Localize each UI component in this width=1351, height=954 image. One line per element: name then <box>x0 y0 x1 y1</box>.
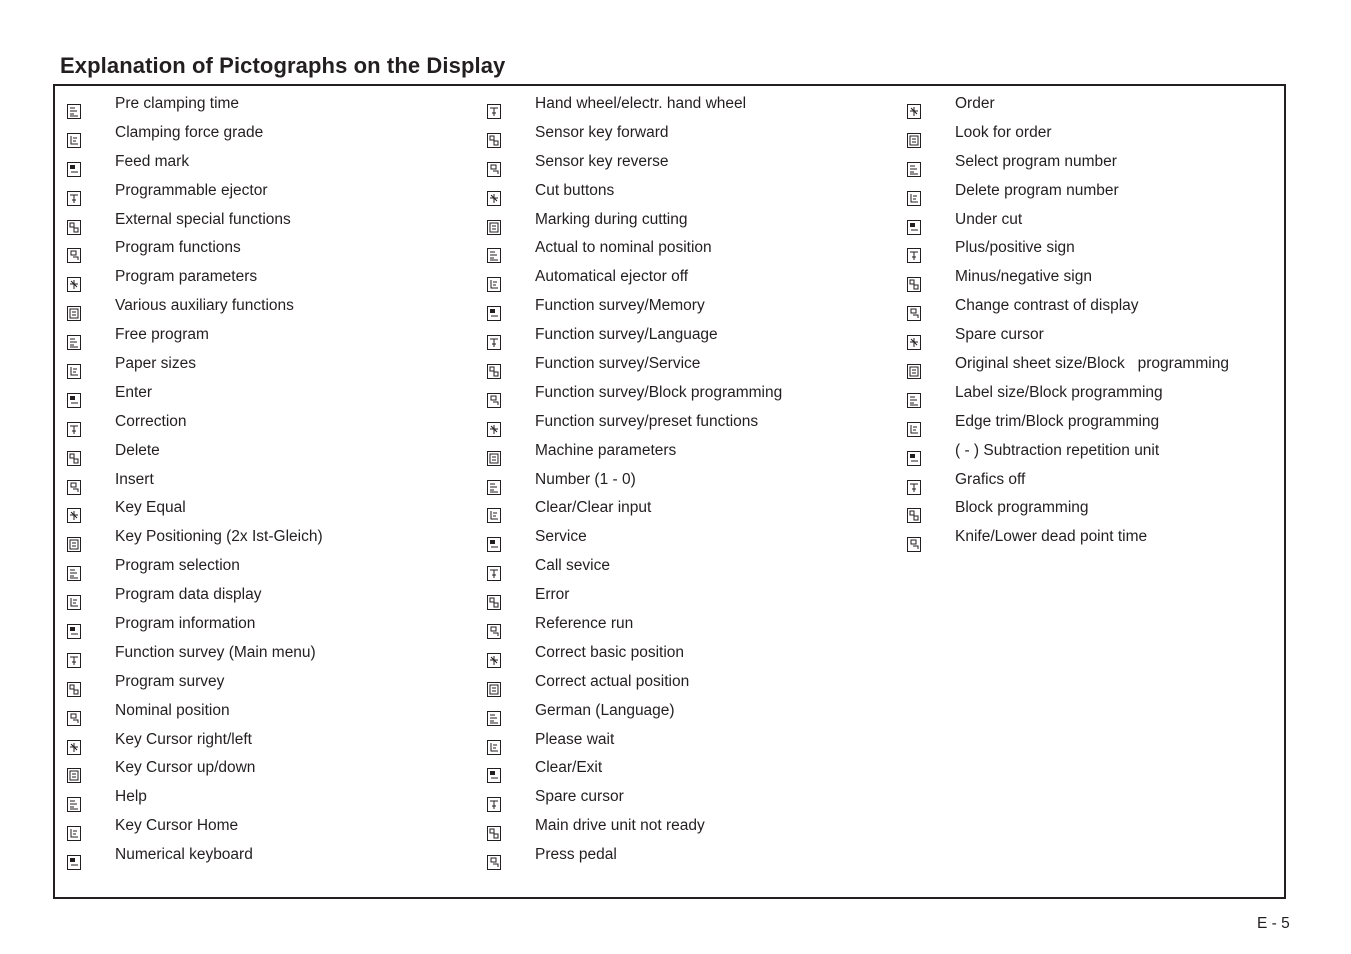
pictograph-label: Select program number <box>955 152 1117 170</box>
clamping-force-grade-icon <box>67 133 81 148</box>
pictograph-label: Enter <box>115 383 153 401</box>
pictograph-row <box>907 354 1229 383</box>
subtraction-repetition-unit-icon <box>907 451 921 466</box>
program-survey-icon <box>67 682 81 697</box>
pictograph-row <box>487 730 615 759</box>
pictograph-label: Order <box>955 95 995 112</box>
pictograph-row <box>487 181 615 210</box>
pictograph-row <box>907 267 1092 296</box>
pictograph-row <box>907 238 1075 267</box>
grafics-off-icon <box>907 480 921 495</box>
pictograph-label: Correct actual position <box>535 672 690 690</box>
plus-sign-icon <box>907 248 921 263</box>
pictograph-row <box>487 816 705 845</box>
pictograph-row <box>487 845 617 874</box>
pictograph-row <box>67 585 262 614</box>
label-size-icon <box>907 393 921 408</box>
pictograph-label: Function survey (Main menu) <box>115 643 316 661</box>
press-pedal-icon <box>487 855 501 870</box>
pictograph-row <box>907 296 1139 325</box>
pictograph-row <box>67 730 252 759</box>
program-functions-icon <box>67 248 81 263</box>
pictograph-label: Machine parameters <box>535 441 677 459</box>
pictograph-label: External special functions <box>115 210 291 228</box>
pictograph-label: Hand wheel/electr. hand wheel <box>535 95 747 112</box>
delete-program-number-icon <box>907 191 921 206</box>
pictograph-row <box>67 643 316 672</box>
nominal-position-icon <box>67 711 81 726</box>
pictograph-label: Insert <box>115 470 154 488</box>
pictograph-label: Cut buttons <box>535 181 615 199</box>
various-auxiliary-functions-icon <box>67 306 81 321</box>
pictograph-row <box>67 325 209 354</box>
pictograph-column-2 <box>487 94 783 874</box>
pictograph-row <box>67 238 241 267</box>
pictograph-row <box>487 383 783 412</box>
function-survey-memory-icon <box>487 306 501 321</box>
block-programming-icon <box>907 508 921 523</box>
number-icon <box>487 480 501 495</box>
pictograph-row <box>907 152 1117 181</box>
pictograph-row <box>67 470 154 499</box>
delete-icon <box>67 451 81 466</box>
pictograph-row <box>487 354 701 383</box>
pictograph-row <box>487 787 624 816</box>
feed-mark-icon <box>67 162 81 177</box>
cut-buttons-icon <box>487 191 501 206</box>
pictograph-label: Key Cursor right/left <box>115 730 252 748</box>
pictograph-label: Sensor key reverse <box>535 152 669 170</box>
pictograph-label: Clear/Exit <box>535 759 603 777</box>
paper-sizes-icon <box>67 364 81 379</box>
change-contrast-icon <box>907 306 921 321</box>
reference-run-icon <box>487 624 501 639</box>
pictograph-label: Grafics off <box>955 470 1026 488</box>
pictograph-row <box>67 412 187 441</box>
edge-trim-icon <box>907 422 921 437</box>
pictograph-row <box>67 383 153 412</box>
pictograph-column-3 <box>907 94 1229 556</box>
pictograph-row <box>67 152 190 181</box>
pictograph-label: Service <box>535 528 587 546</box>
pictograph-label: Spare cursor <box>955 326 1044 344</box>
pictograph-label: Paper sizes <box>115 355 196 373</box>
pictograph-row <box>67 181 268 210</box>
pictograph-row <box>907 210 1023 239</box>
main-drive-unit-not-ready-icon <box>487 826 501 841</box>
pictograph-label: Label size/Block programming <box>955 383 1163 401</box>
pictograph-row <box>907 181 1119 210</box>
pictograph-label: Plus/positive sign <box>955 239 1075 257</box>
pictograph-row <box>907 94 995 123</box>
pictograph-label: Knife/Lower dead point time <box>955 528 1148 546</box>
pictograph-row <box>907 470 1026 499</box>
pictograph-label: Various auxiliary functions <box>115 297 294 315</box>
pictograph-label: Delete program number <box>955 181 1119 199</box>
pictograph-row <box>67 498 186 527</box>
key-cursor-up-down-icon <box>67 768 81 783</box>
pictograph-label: Marking during cutting <box>535 210 688 228</box>
pictograph-row <box>907 527 1148 556</box>
numerical-keyboard-icon <box>67 855 81 870</box>
pictograph-label: Function survey/Service <box>535 355 701 373</box>
pictograph-row <box>67 845 253 874</box>
order-icon <box>907 104 921 119</box>
pictograph-label: Call sevice <box>535 557 610 575</box>
pictograph-label: Clamping force grade <box>115 123 264 141</box>
pictograph-row <box>67 296 294 325</box>
function-survey-main-menu-icon <box>67 653 81 668</box>
pictograph-label: Feed mark <box>115 152 190 170</box>
pictograph-label: German (Language) <box>535 701 675 719</box>
pictograph-label: Error <box>535 586 570 604</box>
look-for-order-icon <box>907 133 921 148</box>
program-data-display-icon <box>67 595 81 610</box>
function-survey-language-icon <box>487 335 501 350</box>
machine-parameters-icon <box>487 451 501 466</box>
service-icon <box>487 537 501 552</box>
pictograph-row <box>67 123 264 152</box>
german-language-icon <box>487 711 501 726</box>
clear-exit-icon <box>487 768 501 783</box>
pictograph-row <box>487 701 675 730</box>
key-positioning-icon <box>67 537 81 552</box>
pictograph-row <box>487 614 634 643</box>
pictograph-label: ( - ) Subtraction repetition unit <box>955 441 1160 459</box>
call-service-icon <box>487 566 501 581</box>
please-wait-icon <box>487 740 501 755</box>
pictograph-row <box>67 701 230 730</box>
pictograph-label: Minus/negative sign <box>955 268 1092 286</box>
pictograph-label: Number (1 - 0) <box>535 470 636 488</box>
pictograph-row <box>67 816 239 845</box>
pictograph-row <box>487 556 610 585</box>
pictograph-row <box>907 383 1163 412</box>
pictograph-label: Program selection <box>115 557 240 575</box>
function-survey-service-icon <box>487 364 501 379</box>
pictograph-row <box>487 325 718 354</box>
pictograph-row <box>67 787 147 816</box>
pictograph-row <box>487 758 603 787</box>
pictograph-label: Key Positioning (2x Ist-Gleich) <box>115 528 323 546</box>
program-parameters-icon <box>67 277 81 292</box>
pictograph-label: Program data display <box>115 586 262 604</box>
page-number: E - 5 <box>1257 915 1290 932</box>
correction-icon <box>67 422 81 437</box>
pictograph-label: Edge trim/Block programming <box>955 412 1160 430</box>
program-selection-icon <box>67 566 81 581</box>
pictograph-label: Function survey/Block programming <box>535 383 783 401</box>
pictograph-row <box>487 267 689 296</box>
program-information-icon <box>67 624 81 639</box>
pictograph-row <box>487 238 712 267</box>
automatical-ejector-off-icon <box>487 277 501 292</box>
help-icon <box>67 797 81 812</box>
programmable-ejector-icon <box>67 191 81 206</box>
pictograph-row <box>487 94 747 123</box>
external-special-functions-icon <box>67 220 81 235</box>
pictograph-row <box>487 527 587 556</box>
pictograph-label: Please wait <box>535 730 615 748</box>
pictograph-row <box>67 441 160 470</box>
pictograph-row <box>907 498 1089 527</box>
pictograph-row <box>67 94 240 123</box>
enter-icon <box>67 393 81 408</box>
pictograph-row <box>67 527 323 556</box>
pictograph-row <box>907 441 1160 470</box>
minus-sign-icon <box>907 277 921 292</box>
select-program-number-icon <box>907 162 921 177</box>
pictograph-label: Block programming <box>955 499 1089 517</box>
pictograph-label: Delete <box>115 441 160 459</box>
spare-cursor-icon <box>487 797 501 812</box>
pictograph-label: Help <box>115 788 147 806</box>
function-survey-preset-functions-icon <box>487 422 501 437</box>
spare-cursor-icon <box>907 335 921 350</box>
marking-during-cutting-icon <box>487 220 501 235</box>
pictograph-label: Under cut <box>955 210 1023 228</box>
pictograph-label: Correction <box>115 412 187 430</box>
pictograph-row <box>487 643 685 672</box>
pictograph-label: Actual to nominal position <box>535 239 712 257</box>
pictograph-row <box>487 152 669 181</box>
correct-basic-position-icon <box>487 653 501 668</box>
error-icon <box>487 595 501 610</box>
pictograph-row <box>907 412 1160 441</box>
pictograph-label: Sensor key forward <box>535 123 669 141</box>
under-cut-icon <box>907 220 921 235</box>
pre-clamping-time-icon <box>67 104 81 119</box>
pictograph-label: Program information <box>115 615 256 633</box>
pictograph-label: Original sheet size/Block programming <box>955 355 1229 373</box>
pictograph-label: Function survey/Language <box>535 326 718 344</box>
pictograph-label: Clear/Clear input <box>535 499 652 517</box>
pictograph-column-1 <box>67 94 323 874</box>
pictograph-label: Main drive unit not ready <box>535 817 705 835</box>
pictograph-row <box>487 672 690 701</box>
pictograph-label: Program parameters <box>115 268 258 286</box>
pictograph-row <box>487 412 759 441</box>
pictograph-row <box>907 123 1052 152</box>
pictograph-label: Program survey <box>115 672 225 690</box>
pictograph-label: Key Cursor up/down <box>115 759 256 777</box>
pictograph-row <box>487 441 677 470</box>
pictograph-label: Function survey/Memory <box>535 297 705 315</box>
function-survey-block-programming-icon <box>487 393 501 408</box>
knife-lower-dead-point-time-icon <box>907 537 921 552</box>
key-cursor-home-icon <box>67 826 81 841</box>
pictograph-label: Look for order <box>955 123 1052 141</box>
pictograph-label: Free program <box>115 326 209 344</box>
pictograph-row <box>487 296 705 325</box>
pictograph-label: Key Cursor Home <box>115 817 239 835</box>
pictograph-row <box>67 758 256 787</box>
pictograph-label: Press pedal <box>535 846 617 864</box>
pictograph-row <box>67 614 256 643</box>
key-cursor-right-left-icon <box>67 740 81 755</box>
pictograph-row <box>67 210 291 239</box>
pictograph-row <box>67 267 258 296</box>
pictograph-label: Spare cursor <box>535 788 624 806</box>
pictograph-label: Automatical ejector off <box>535 268 689 286</box>
page-title: Explanation of Pictographs on the Display <box>60 53 506 78</box>
pictograph-row <box>67 672 225 701</box>
key-equal-icon <box>67 508 81 523</box>
pictograph-label: Change contrast of display <box>955 297 1139 315</box>
pictograph-label: Programmable ejector <box>115 181 268 199</box>
pictograph-label: Correct basic position <box>535 643 685 661</box>
clear-input-icon <box>487 508 501 523</box>
pictograph-label: Key Equal <box>115 499 186 517</box>
pictograph-label: Numerical keyboard <box>115 846 253 864</box>
pictograph-label: Nominal position <box>115 701 230 719</box>
hand-wheel-icon <box>487 104 501 119</box>
pictograph-table <box>53 84 1286 899</box>
pictograph-label: Pre clamping time <box>115 95 240 112</box>
pictograph-row <box>487 210 688 239</box>
pictograph-label: Reference run <box>535 615 634 633</box>
pictograph-label: Program functions <box>115 239 241 257</box>
sensor-key-forward-icon <box>487 133 501 148</box>
actual-to-nominal-position-icon <box>487 248 501 263</box>
pictograph-row <box>67 354 196 383</box>
insert-icon <box>67 480 81 495</box>
pictograph-row <box>487 498 652 527</box>
pictograph-row <box>907 325 1044 354</box>
pictograph-row <box>487 123 669 152</box>
pictograph-row <box>67 556 240 585</box>
free-program-icon <box>67 335 81 350</box>
pictograph-row <box>487 470 636 499</box>
sensor-key-reverse-icon <box>487 162 501 177</box>
original-sheet-size-icon <box>907 364 921 379</box>
pictograph-row <box>487 585 570 614</box>
correct-actual-position-icon <box>487 682 501 697</box>
pictograph-label: Function survey/preset functions <box>535 412 759 430</box>
